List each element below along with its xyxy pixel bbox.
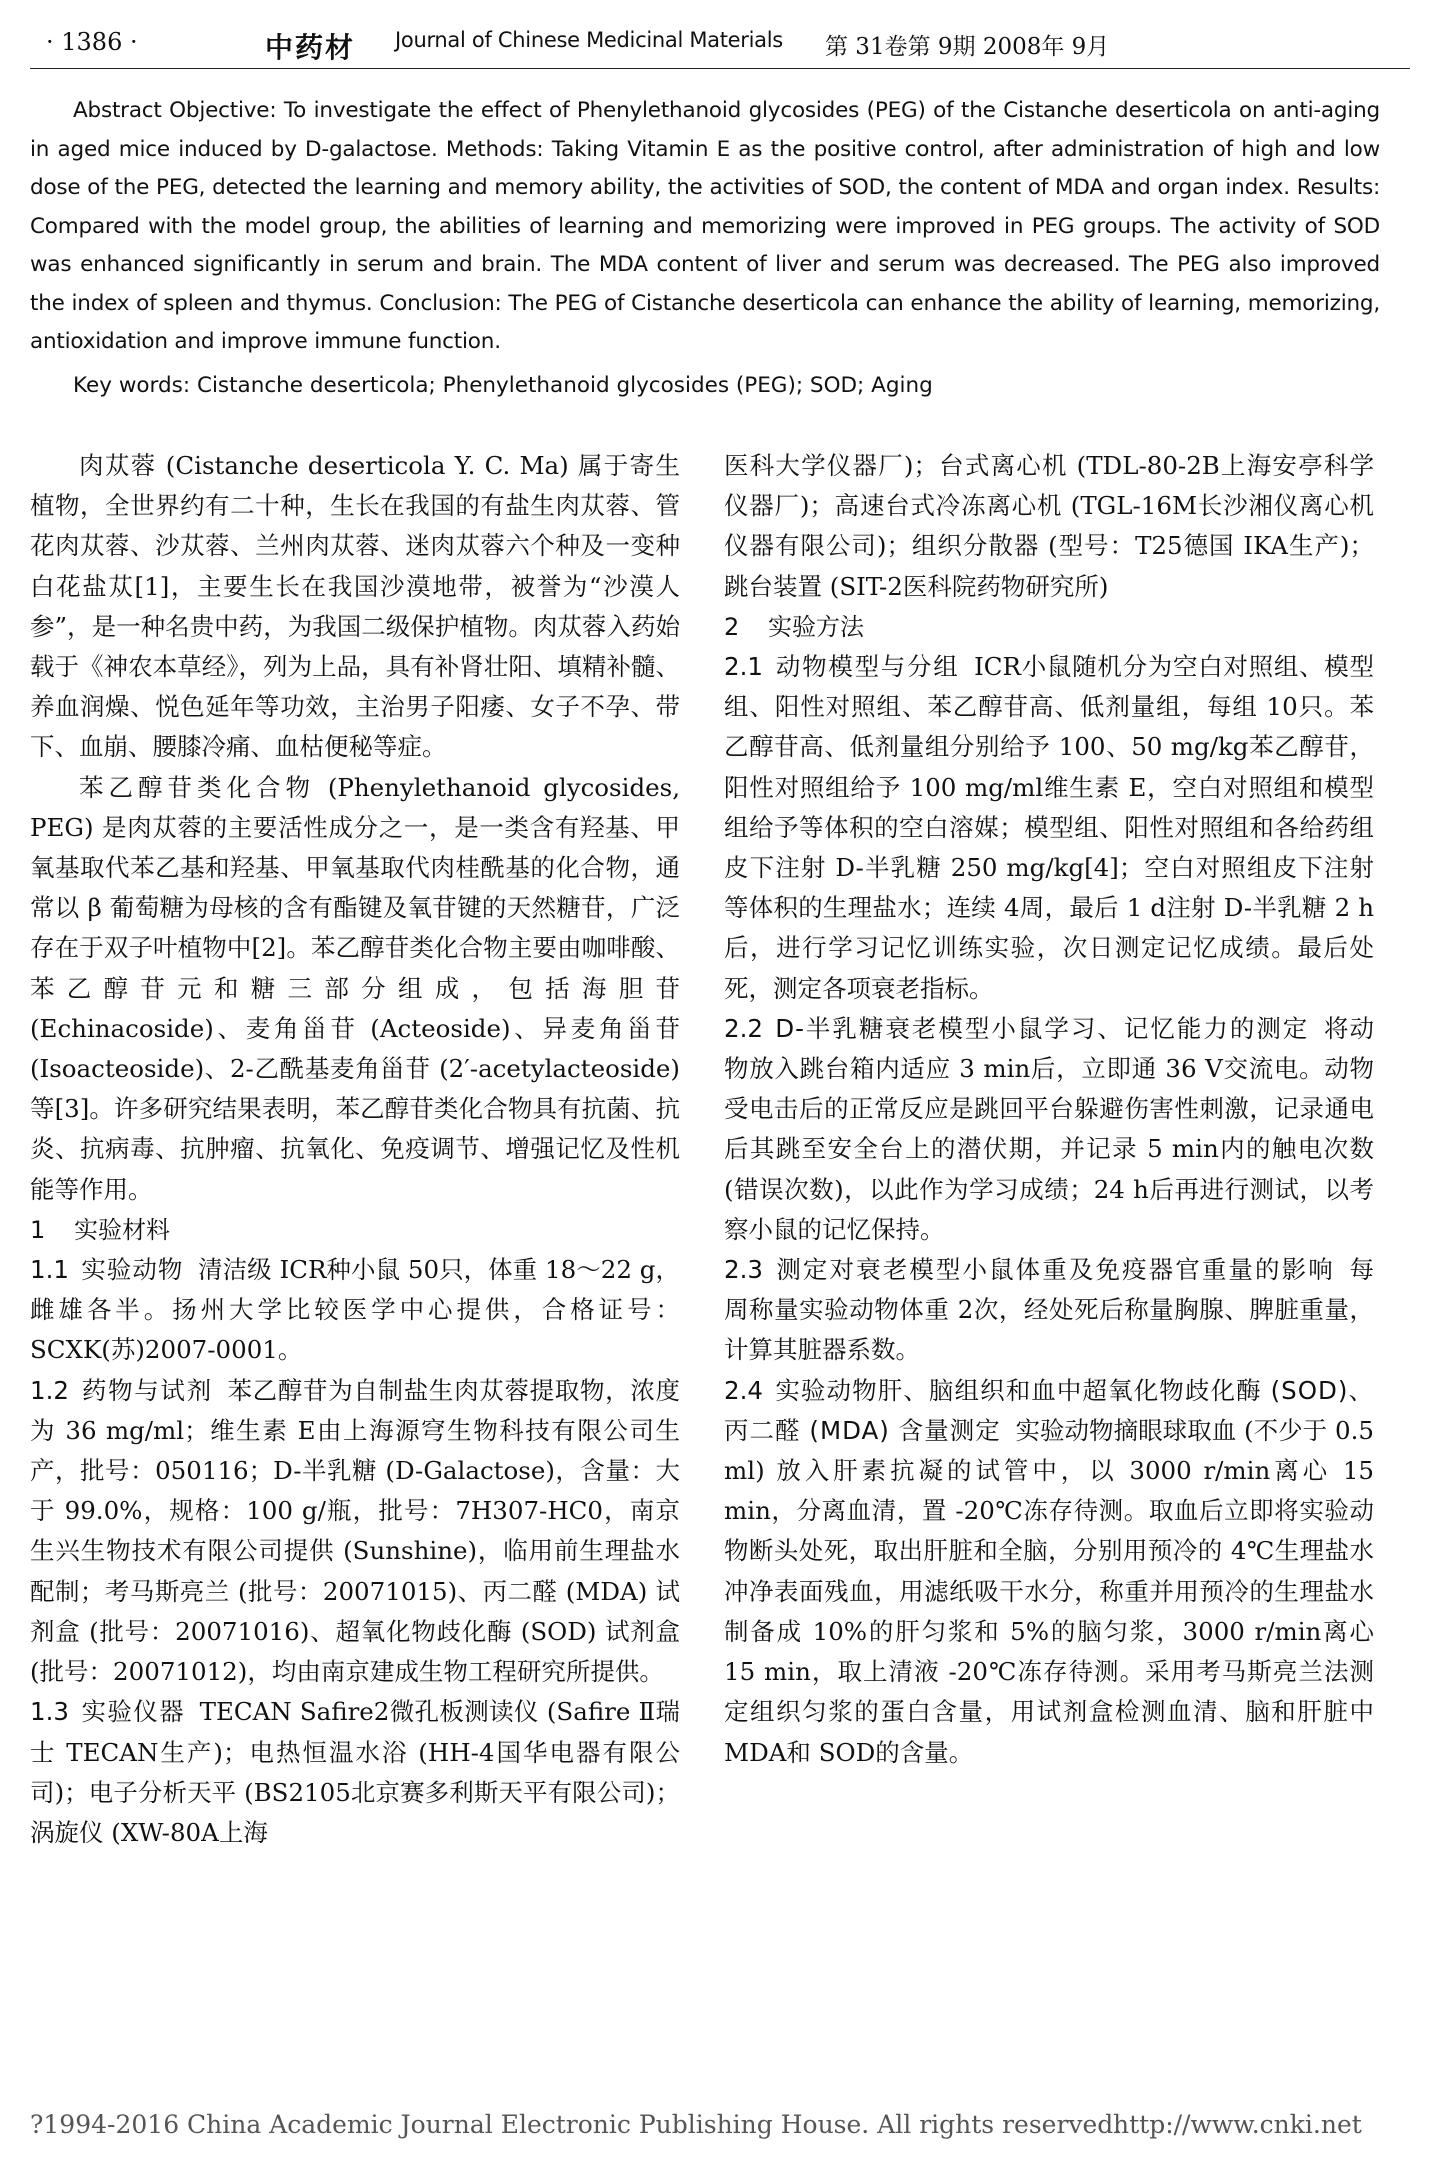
abstract: Abstract Objective: To investigate the effect of Phenylethanoid glycosides (PEG) of the Cistanche deserticola on anti-aging in aged mice induced by D-galactose. Methods: Taking Vitamin E as the positive control, after administration of high and low dose of the PEG, detected the learning and memory ability, the activities of SOD, the content of MDA and organ index. Results: Compared with the model group, the abilities of learning and memorizing were improved in PEG groups. The activity of SOD was enhanced significantly in serum and brain. The MDA content of liver and serum was decreased. The PEG also improved the index of spleen and thymus. Conclusion: The PEG of Cistanche deserticola can enhance the ability of learning, memorizing, antioxidation and improve immune function. <box>30 98 1380 354</box>
subsection-2-1 <box>724 647 1374 1009</box>
page-header <box>30 22 1410 70</box>
subsection-1-2 <box>30 1371 680 1693</box>
subsection-2-3-number: 2.3 <box>724 1255 763 1285</box>
subsection-1-1-number: 1.1 <box>30 1255 69 1285</box>
subsection-1-3-title: 实验仪器 <box>81 1697 185 1727</box>
subsection-1-3-number: 1.3 <box>30 1697 69 1727</box>
section-2-title: 实验方法 <box>768 612 864 641</box>
keywords: Key words: Cistanche deserticola; Phenylethanoid glycosides (PEG); SOD; Aging <box>73 373 933 398</box>
section-1-title: 实验材料 <box>74 1215 170 1244</box>
journal-title: Journal of Chinese Medicinal Materials <box>395 28 783 52</box>
subsection-2-3 <box>724 1250 1374 1371</box>
subsection-2-2-text: 将动物放入跳台箱内适应 3 min后，立即通 36 V交流电。动物受电击后的正常反应是跳回平台躲避伤害性刺激，记录通电后其跳至安全台上的潜伏期，并记录 5 min内的触电次数 (错误次数)，以此作为学习成绩；24 h后再进行测试，以考察小鼠的记忆保持。 <box>724 1013 1374 1244</box>
section-1-number: 1 <box>30 1215 46 1244</box>
subsection-2-4 <box>724 1371 1374 1773</box>
subsection-1-2-number: 1.2 <box>30 1375 69 1405</box>
copyright-notice: ?1994-2016 China Academic Journal Electronic Publishing House. All rights reserved. <box>30 2110 1122 2139</box>
subsection-2-3-text: 每周称量实验动物体重 2次，经处死后称量胸腺、脾脏重量，计算其脏器系数。 <box>724 1255 1374 1365</box>
section-2-heading <box>724 607 1374 647</box>
page-number: · 1386 · <box>46 28 138 56</box>
subsection-2-2-number: 2.2 <box>724 1013 763 1043</box>
subsection-2-2-title: D-半乳糖衰老模型小鼠学习、记忆能力的测定 <box>775 1013 1310 1043</box>
footer-link[interactable]: http://www.cnki.net <box>1113 2110 1362 2139</box>
right-column <box>724 446 1374 1773</box>
section-1-heading <box>30 1210 680 1250</box>
left-column <box>30 446 680 1853</box>
subsection-2-4-title: 实验动物肝、脑组织和血中超氧化物歧化酶 (SOD)、丙二醛 (MDA) 含量测定 <box>724 1375 1374 1445</box>
subsection-1-1-text: 清洁级 ICR种小鼠 50只，体重 18～22 g，雌雄各半。扬州大学比较医学中心提供，合格证号：SCXK(苏)2007-0001。 <box>30 1255 681 1365</box>
subsection-1-2-title: 药物与试剂 <box>81 1375 213 1405</box>
subsection-2-3-title: 测定对衰老模型小鼠体重及免疫器官重量的影响 <box>775 1255 1335 1285</box>
subsection-2-1-text: ICR小鼠随机分为空白对照组、模型组、阳性对照组、苯乙醇苷高、低剂量组，每组 10只。苯乙醇苷高、低剂量组分别给予 100、50 mg/kg苯乙醇苷，阳性对照组给予 100 mg/ml维生素 E，空白对照组和模型组给予等体积的空白溶媒；模型组、阳性对照组和各给药组皮下注射 D-半乳糖 250 mg/kg[4]；空白对照组皮下注射等体积的生理盐水；连续 4周，最后 1 d注射 D-半乳糖 2 h后，进行学习记忆训练实验，次日测定记忆成绩。最后处死，测定各项衰老指标。 <box>724 652 1374 1003</box>
subsection-1-1 <box>30 1250 680 1371</box>
intro-paragraph-2: 苯乙醇苷类化合物 (Phenylethanoid glycosides, PEG) 是肉苁蓉的主要活性成分之一，是一类含有羟基、甲氧基取代苯乙基和羟基、甲氧基取代肉桂酰基的化合物，通常以 β 葡萄糖为母核的含有酯键及氧苷键的天然糖苷，广泛存在于双子叶植物中[2]。苯乙醇苷类化合物主要由咖啡酸、苯乙醇苷元和糖三部分组成，包括海胆苷 (Echinacoside)、麦角甾苷 (Acteoside)、异麦角甾苷 (Isoacteoside)、2-乙酰基麦角甾苷 (2′-acetylacteoside) 等[3]。许多研究结果表明，苯乙醇苷类化合物具有抗菌、抗炎、抗病毒、抗肿瘤、抗氧化、免疫调节、增强记忆及性机能等作用。 <box>30 772 680 1204</box>
issue-info: 第 31卷第 9期 2008年 9月 <box>825 34 1110 60</box>
intro-paragraph-1: 肉苁蓉 (Cistanche deserticola Y. C. Ma) 属于寄生植物，全世界约有二十种，生长在我国的有盐生肉苁蓉、管花肉苁蓉、沙苁蓉、兰州肉苁蓉、迷肉苁蓉六个种及一变种白花盐苁[1]，主要生长在我国沙漠地带，被誉为“沙漠人参”，是一种名贵中药，为我国二级保护植物。肉苁蓉入药始载于《神农本草经》，列为上品，具有补肾壮阳、填精补髓、养血润燥、悦色延年等功效，主治男子阳痿、女子不孕、带下、血崩、腰膝冷痛、血枯便秘等症。 <box>30 451 680 762</box>
subsection-1-3 <box>30 1692 680 1853</box>
section-2-number: 2 <box>724 612 740 641</box>
continued-text: 医科大学仪器厂)；台式离心机 (TDL-80-2B上海安亭科学仪器厂)；高速台式冷冻离心机 (TGL-16M长沙湘仪离心机仪器有限公司)；组织分散器 (型号：T25德国 IKA生产)；跳台装置 (SIT-2医科院药物研究所) <box>724 451 1374 601</box>
subsection-2-2 <box>724 1009 1374 1250</box>
subsection-1-3-text: TECAN Safire2微孔板测读仪 (Safire Ⅱ瑞士 TECAN生产)；电热恒温水浴 (HH-4国华电器有限公司)；电子分析天平 (BS2105北京赛多利斯天平有限公司)；涡旋仪 (XW-80A上海 <box>30 1697 680 1847</box>
subsection-2-1-title: 动物模型与分组 <box>775 652 960 682</box>
subsection-1-1-title: 实验动物 <box>81 1255 184 1285</box>
journal-logo: 中药材 <box>265 31 356 64</box>
header-rule <box>30 68 1410 69</box>
subsection-2-4-text: 实验动物摘眼球取血 (不少于 0.5 ml) 放入肝素抗凝的试管中，以 3000 r/min离心 15 min，分离血清，置 -20℃冻存待测。取血后立即将实验动物断头处死，取出肝脏和全脑，分别用预冷的 4℃生理盐水冲净表面残血，用滤纸吸干水分，称重并用预冷的生理盐水制备成 10%的肝匀浆和 5%的脑匀浆，3000 r/min离心 15 min，取上清液 -20℃冻存待测。采用考马斯亮兰法测定组织匀浆的蛋白含量，用试剂盒检测血清、脑和肝脏中 MDA和 SOD的含量。 <box>724 1415 1374 1767</box>
subsection-2-1-number: 2.1 <box>724 652 763 682</box>
subsection-1-2-text: 苯乙醇苷为自制盐生肉苁蓉提取物，浓度为 36 mg/ml；维生素 E由上海源穹生物科技有限公司生产，批号：050116；D-半乳糖 (D-Galactose)，含量：大于 99.0%，规格：100 g/瓶，批号：7H307-HC0，南京生兴生物技术有限公司提供 (Sunshine)，临用前生理盐水配制；考马斯亮兰 (批号：20071015)、丙二醛 (MDA) 试剂盒 (批号：20071016)、超氧化物歧化酶 (SOD) 试剂盒 (批号：20071012)，均由南京建成生物工程研究所提供。 <box>30 1375 681 1687</box>
subsection-2-4-number: 2.4 <box>724 1375 763 1405</box>
